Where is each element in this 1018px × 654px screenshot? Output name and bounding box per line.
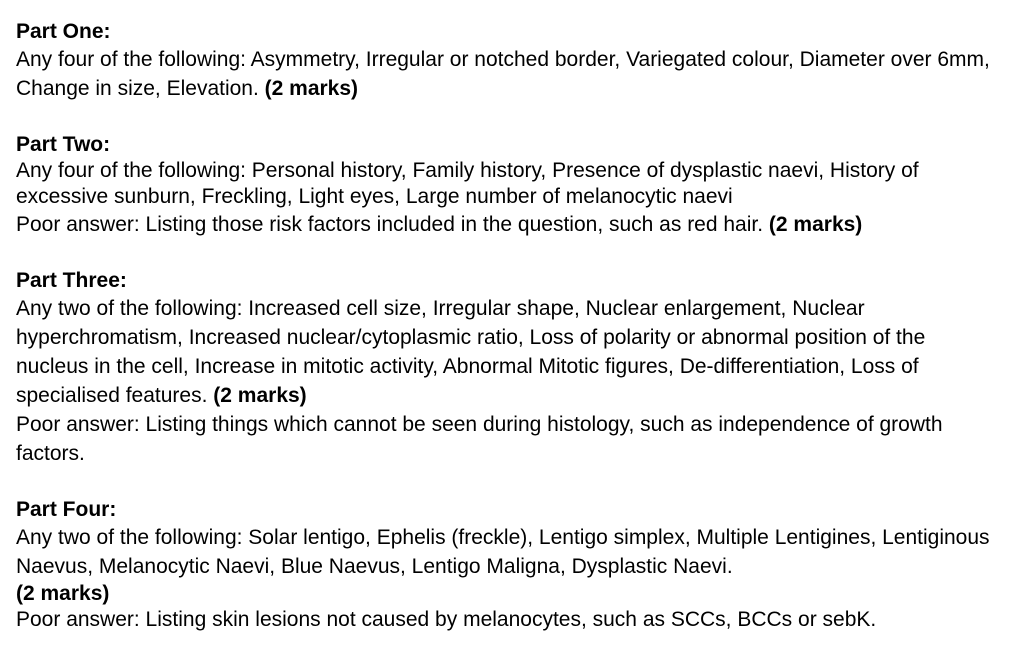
part-four-poor-answer: Poor answer: Listing skin lesions not caused by melanocytes, such as SCCs, BCCs or sebK. [16,608,877,631]
section-spacer [16,468,1002,497]
part-two-answer: Any four of the following: Personal history, Family history, Presence of dysplastic naevi, History of excessive sunburn, Freckling, Light eyes, Large number of melanocytic naevi [16,159,919,208]
part-three-answer-text: Any two of the following: Increased cell size, Irregular shape, Nuclear enlargement, Nuclear hyperchromatism, Increased nuclear/cytoplasmic ratio, Loss of polarity or abnormal position of the nucleus in the cell, Increase in mitotic activity, Abnormal Mitotic figures, De-differentiation, Loss of specialised features. [16,297,926,407]
part-two-poor-text: Poor answer: Listing those risk factors included in the question, such as red hair. [16,213,764,236]
part-two-poor-answer [16,210,1002,239]
part-one-answer-text: Any four of the following: Asymmetry, Irregular or notched border, Variegated colour, Diameter over 6mm, Change in size, Elevation. [16,48,990,100]
part-one-answer [16,45,1002,103]
part-two-heading: Part Two: [16,133,111,156]
part-one-section [16,19,1002,103]
part-two-marks: (2 marks) [768,213,863,236]
part-three-marks: (2 marks) [213,384,307,407]
section-spacer [16,239,1002,268]
part-four-heading: Part Four: [16,498,117,521]
part-two-section [16,132,1002,239]
part-one-heading: Part One: [16,20,111,43]
part-one-marks: (2 marks) [264,77,359,100]
part-three-poor-answer: Poor answer: Listing things which cannot be seen during histology, such as independence of growth factors. [16,413,943,465]
part-three-heading: Part Three: [16,269,127,292]
section-spacer [16,103,1002,132]
part-three-section [16,268,1002,468]
part-three-answer [16,294,1002,410]
part-four-answer: Any two of the following: Solar lentigo, Ephelis (freckle), Lentigo simplex, Multiple Lentigines, Lentiginous Naevus, Melanocytic Naevi, Blue Naevus, Lentigo Maligna, Dysplastic Naevi. [16,526,990,578]
part-four-section [16,497,1002,633]
part-four-marks: (2 marks) [16,582,110,605]
